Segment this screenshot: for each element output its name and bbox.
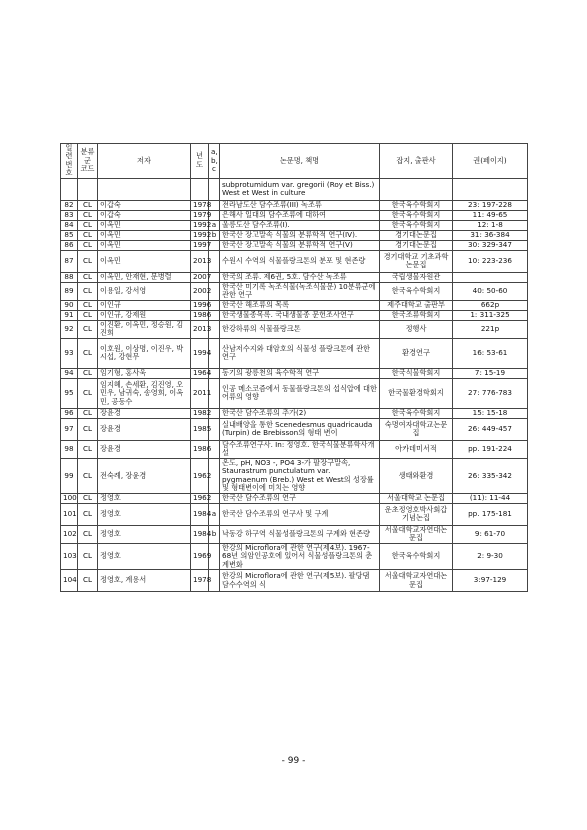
cell-title: 한국산 미기록 녹조식물(녹조식물문) 10분류군에 관한 연구 bbox=[220, 282, 380, 300]
cell-no: 98 bbox=[61, 440, 78, 458]
cell-journal: 국립생물자원관 bbox=[380, 272, 453, 282]
cell-title: 산남저수지와 대암호의 식물성 플랑크톤에 관한 연구 bbox=[220, 338, 380, 368]
table-row bbox=[61, 458, 528, 493]
cell-code: CL bbox=[78, 240, 98, 250]
cell-title: 담수조류연구사. In: 정영호. 한국식물분류학사개설 bbox=[220, 440, 380, 458]
cell-code: CL bbox=[78, 320, 98, 338]
cell-year: 2011 bbox=[191, 378, 209, 408]
cell-journal: 서울대학교자연대논문집 bbox=[380, 525, 453, 543]
cell-no: 87 bbox=[61, 250, 78, 272]
cell-journal: 한국식물학회지 bbox=[380, 368, 453, 378]
cell-journal: 한국물환경학회지 bbox=[380, 378, 453, 408]
cell-pages: 9: 61-70 bbox=[453, 525, 528, 543]
cell-author: 장윤경 bbox=[98, 418, 191, 440]
cell-code: CL bbox=[78, 525, 98, 543]
cell-author: 이갑숙 bbox=[98, 200, 191, 210]
cell-title: 한강의 Microflora에 관한 연구(제4보). 1967-68년 의암인공호에 있어서 식물성플랑크톤의 춘계변화 bbox=[220, 543, 380, 569]
cell-no: 85 bbox=[61, 230, 78, 240]
cell-code: CL bbox=[78, 418, 98, 440]
cell-code: CL bbox=[78, 272, 98, 282]
cell-year: 1986 bbox=[191, 440, 209, 458]
cell-year: 1962 bbox=[191, 493, 209, 503]
cell-title: 한강의 Microflora에 관한 연구(제5보). 팔당댐 담수수역의 식 bbox=[220, 570, 380, 592]
cell-author: 이옥민 bbox=[98, 240, 191, 250]
cell-pages bbox=[453, 272, 528, 282]
table-row bbox=[61, 503, 528, 525]
cell-year: 1969 bbox=[191, 543, 209, 569]
cell-year: 1992 bbox=[191, 220, 209, 230]
cell-title: 한국산 장고말속 식물의 분류학적 연구(IV). bbox=[220, 230, 380, 240]
cell-ab: a bbox=[209, 220, 220, 230]
cell-ab: b bbox=[209, 230, 220, 240]
cell-author: 정영호 bbox=[98, 525, 191, 543]
cell-ab bbox=[209, 178, 220, 200]
cell-author: 이갑숙 bbox=[98, 210, 191, 220]
cell-no: 82 bbox=[61, 200, 78, 210]
cell-no: 103 bbox=[61, 543, 78, 569]
cell-title: 한국생물종목록. 국내생물종 문헌조사연구 bbox=[220, 310, 380, 320]
cell-title: subprotumidum var. gregorii (Roy et Biss.) West et West in culture bbox=[220, 178, 380, 200]
cell-year bbox=[191, 178, 209, 200]
cell-author: 이진환, 이옥민, 정승원, 김진희 bbox=[98, 320, 191, 338]
cell-author: 전숙례, 장윤경 bbox=[98, 458, 191, 493]
cell-author: 정영호 bbox=[98, 493, 191, 503]
cell-year: 1996 bbox=[191, 300, 209, 310]
cell-no: 93 bbox=[61, 338, 78, 368]
cell-title: 한국산 담수조류의 추가(2) bbox=[220, 408, 380, 418]
cell-journal: 서울대학교자연대논문집 bbox=[380, 570, 453, 592]
table-row bbox=[61, 272, 528, 282]
cell-author bbox=[98, 178, 191, 200]
cell-title: 한국의 조류. 제6권, 5호. 담수산 녹조류 bbox=[220, 272, 380, 282]
cell-journal: 서울대학교 논문집 bbox=[380, 493, 453, 503]
header-no: 일련 번호 bbox=[61, 144, 78, 179]
cell-pages: 26: 335-342 bbox=[453, 458, 528, 493]
cell-pages: 16: 53-61 bbox=[453, 338, 528, 368]
cell-author: 이옥민 bbox=[98, 250, 191, 272]
table-row bbox=[61, 220, 528, 230]
cell-pages: 221p bbox=[453, 320, 528, 338]
table-row bbox=[61, 368, 528, 378]
cell-code bbox=[78, 178, 98, 200]
table-row bbox=[61, 418, 528, 440]
cell-no: 94 bbox=[61, 368, 78, 378]
cell-pages: 31: 36-384 bbox=[453, 230, 528, 240]
cell-journal: 환경연구 bbox=[380, 338, 453, 368]
cell-year: 1982 bbox=[191, 408, 209, 418]
cell-no: 88 bbox=[61, 272, 78, 282]
cell-journal: 경기대논문집 bbox=[380, 230, 453, 240]
references-table bbox=[60, 143, 528, 592]
cell-author: 이인규, 강제원 bbox=[98, 310, 191, 320]
cell-author: 정영호, 계용서 bbox=[98, 570, 191, 592]
cell-author: 이옥민, 안재현, 문병렬 bbox=[98, 272, 191, 282]
cell-no: 91 bbox=[61, 310, 78, 320]
table-row bbox=[61, 570, 528, 592]
cell-journal bbox=[380, 178, 453, 200]
cell-pages: 23: 197-228 bbox=[453, 200, 528, 210]
table-row bbox=[61, 240, 528, 250]
cell-journal: 한국조류학회지 bbox=[380, 310, 453, 320]
cell-author: 임지혜, 손세환, 김진영, 오민우, 남귀숙, 송영희, 이옥민, 공동수 bbox=[98, 378, 191, 408]
cell-year: 1994 bbox=[191, 338, 209, 368]
cell-pages: pp. 175-181 bbox=[453, 503, 528, 525]
table-row bbox=[61, 493, 528, 503]
cell-ab: a bbox=[209, 503, 220, 525]
page-number: - 99 - bbox=[281, 756, 306, 766]
cell-no: 90 bbox=[61, 300, 78, 310]
cell-author: 이옥민 bbox=[98, 220, 191, 230]
header-pages: 권(페이지) bbox=[453, 144, 528, 179]
cell-year: 1962 bbox=[191, 458, 209, 493]
cell-year: 1978 bbox=[191, 200, 209, 210]
cell-year: 1984 bbox=[191, 525, 209, 543]
cell-author: 정영호 bbox=[98, 543, 191, 569]
cell-no: 101 bbox=[61, 503, 78, 525]
cell-no: 97 bbox=[61, 418, 78, 440]
cell-pages: (11): 11-44 bbox=[453, 493, 528, 503]
cell-code: CL bbox=[78, 408, 98, 418]
header-author: 저자 bbox=[98, 144, 191, 179]
cell-pages: 662p bbox=[453, 300, 528, 310]
table-row bbox=[61, 525, 528, 543]
cell-journal: 한국육수학회지 bbox=[380, 220, 453, 230]
cell-no: 104 bbox=[61, 570, 78, 592]
cell-journal: 정행사 bbox=[380, 320, 453, 338]
cell-year: 2002 bbox=[191, 282, 209, 300]
cell-journal: 한국육수학회지 bbox=[380, 408, 453, 418]
cell-author: 정영호 bbox=[98, 503, 191, 525]
cell-author: 이용일, 강서영 bbox=[98, 282, 191, 300]
cell-no: 89 bbox=[61, 282, 78, 300]
cell-no: 100 bbox=[61, 493, 78, 503]
cell-code: CL bbox=[78, 503, 98, 525]
cell-code: CL bbox=[78, 282, 98, 300]
cell-code: CL bbox=[78, 210, 98, 220]
cell-pages: 10: 223-236 bbox=[453, 250, 528, 272]
table-row bbox=[61, 408, 528, 418]
cell-title: 울릉도산 담수조류(I). bbox=[220, 220, 380, 230]
cell-journal: 경기대학교 기초과학논문집 bbox=[380, 250, 453, 272]
table-row bbox=[61, 200, 528, 210]
cell-code: CL bbox=[78, 378, 98, 408]
cell-author: 이호원, 이상명, 이진우, 박시섭, 강현무 bbox=[98, 338, 191, 368]
table-row bbox=[61, 543, 528, 569]
cell-journal: 한국육수학회지 bbox=[380, 282, 453, 300]
cell-title: 한강하류의 식물플랑크톤 bbox=[220, 320, 380, 338]
table-row bbox=[61, 210, 528, 220]
cell-title: 온도, pH, NO3 -, PO4 3-가 팔장구말속, Staurastrum punctulatum var. pygmaenum (Breb.) West et West의 성장률 및 형태변이에 미치는 영향 bbox=[220, 458, 380, 493]
cell-code: CL bbox=[78, 200, 98, 210]
cell-title: 수원시 수역의 식물플랑크톤의 분포 및 현존량 bbox=[220, 250, 380, 272]
cell-no: 102 bbox=[61, 525, 78, 543]
cell-title: 한국산 담수조류의 연구사 및 구계 bbox=[220, 503, 380, 525]
cell-pages: 3:97-129 bbox=[453, 570, 528, 592]
table-row bbox=[61, 320, 528, 338]
cell-year: 1984 bbox=[191, 503, 209, 525]
cell-pages: 26: 449-457 bbox=[453, 418, 528, 440]
cell-pages: 40: 50-60 bbox=[453, 282, 528, 300]
cell-title: 한국산 해조류의 목록 bbox=[220, 300, 380, 310]
cell-year: 1997 bbox=[191, 240, 209, 250]
table-row bbox=[61, 300, 528, 310]
cell-year: 1978 bbox=[191, 570, 209, 592]
cell-journal: 숙명여자대학교논문집 bbox=[380, 418, 453, 440]
cell-title: 한국산 담수조류의 연구 bbox=[220, 493, 380, 503]
header-journal: 잡지, 출판사 bbox=[380, 144, 453, 179]
cell-year: 2007 bbox=[191, 272, 209, 282]
cell-pages: 11: 49-65 bbox=[453, 210, 528, 220]
cell-ab: b bbox=[209, 525, 220, 543]
cell-title: 실내배양을 통한 Scenedesmus quadricauda (Turpin) de Brebisson의 형태 변이 bbox=[220, 418, 380, 440]
cell-author: 장윤경 bbox=[98, 408, 191, 418]
cell-author: 임기형, 홍사욱 bbox=[98, 368, 191, 378]
cell-year: 1992 bbox=[191, 230, 209, 240]
cell-no: 86 bbox=[61, 240, 78, 250]
cell-code: CL bbox=[78, 458, 98, 493]
cell-code: CL bbox=[78, 230, 98, 240]
cell-author: 이인규 bbox=[98, 300, 191, 310]
table-body bbox=[61, 178, 528, 591]
table-row bbox=[61, 440, 528, 458]
cell-code: CL bbox=[78, 570, 98, 592]
cell-year: 2013 bbox=[191, 320, 209, 338]
cell-journal: 아카데미서적 bbox=[380, 440, 453, 458]
cell-no bbox=[61, 178, 78, 200]
cell-title: 동기의 광릉천의 육수학적 연구 bbox=[220, 368, 380, 378]
cell-pages: 27: 776-783 bbox=[453, 378, 528, 408]
cell-title: 낙동강 하구역 식물성플랑크톤의 구계와 현존량 bbox=[220, 525, 380, 543]
table-row bbox=[61, 338, 528, 368]
cell-pages: 2: 9-30 bbox=[453, 543, 528, 569]
header-year: 년도 bbox=[191, 144, 209, 179]
cell-pages: 12: 1-8 bbox=[453, 220, 528, 230]
cell-code: CL bbox=[78, 493, 98, 503]
cell-journal: 운초정영호박사회갑기념논집 bbox=[380, 503, 453, 525]
cell-journal: 한국육수학회지 bbox=[380, 543, 453, 569]
table-row bbox=[61, 378, 528, 408]
cell-no: 92 bbox=[61, 320, 78, 338]
cell-year: 2013 bbox=[191, 250, 209, 272]
cell-journal: 생태와환경 bbox=[380, 458, 453, 493]
cell-code: CL bbox=[78, 220, 98, 230]
cell-no: 84 bbox=[61, 220, 78, 230]
cell-pages: 7: 15-19 bbox=[453, 368, 528, 378]
cell-year: 1985 bbox=[191, 418, 209, 440]
cell-year: 1964 bbox=[191, 368, 209, 378]
cell-title: 인공 메소코즘에서 동물플랑크톤의 섭식압에 대한 어류의 영향 bbox=[220, 378, 380, 408]
cell-journal: 한국육수학회지 bbox=[380, 200, 453, 210]
cell-author: 장윤경 bbox=[98, 440, 191, 458]
cell-pages: 30: 329-347 bbox=[453, 240, 528, 250]
cell-author: 이옥민 bbox=[98, 230, 191, 240]
cell-no: 95 bbox=[61, 378, 78, 408]
cell-code: CL bbox=[78, 543, 98, 569]
cell-journal: 경기대논문집 bbox=[380, 240, 453, 250]
cell-code: CL bbox=[78, 440, 98, 458]
cell-no: 99 bbox=[61, 458, 78, 493]
header-title: 논문명, 책명 bbox=[220, 144, 380, 179]
cell-pages: 1: 311-325 bbox=[453, 310, 528, 320]
cell-no: 96 bbox=[61, 408, 78, 418]
cell-pages bbox=[453, 178, 528, 200]
cell-year: 1986 bbox=[191, 310, 209, 320]
table-row bbox=[61, 230, 528, 240]
cell-journal: 제주대학교 출판부 bbox=[380, 300, 453, 310]
cell-title: 한국산 장고말속 식물의 분류학적 연구(V) bbox=[220, 240, 380, 250]
cell-code: CL bbox=[78, 338, 98, 368]
cell-journal: 한국육수학회지 bbox=[380, 210, 453, 220]
header-code: 분류군 코드 bbox=[78, 144, 98, 179]
cell-code: CL bbox=[78, 368, 98, 378]
cell-code: CL bbox=[78, 300, 98, 310]
header-ab: a, b, c bbox=[209, 144, 220, 179]
cell-title: 은해사 일대의 담수조류에 대하여 bbox=[220, 210, 380, 220]
cell-pages: pp. 191-224 bbox=[453, 440, 528, 458]
cell-year: 1979 bbox=[191, 210, 209, 220]
cell-pages: 15: 15-18 bbox=[453, 408, 528, 418]
table-row bbox=[61, 282, 528, 300]
table-header bbox=[61, 144, 528, 179]
cell-no: 83 bbox=[61, 210, 78, 220]
table-row bbox=[61, 310, 528, 320]
cell-title: 전라남도산 담수조류(III) 녹조류 bbox=[220, 200, 380, 210]
table-row bbox=[61, 178, 528, 200]
table-row bbox=[61, 250, 528, 272]
cell-code: CL bbox=[78, 250, 98, 272]
cell-code: CL bbox=[78, 310, 98, 320]
